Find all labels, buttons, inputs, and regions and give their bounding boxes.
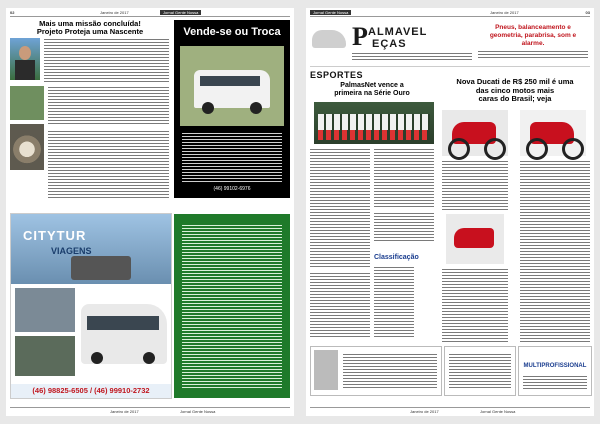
ad-bottom-left-photo (314, 350, 338, 390)
story-nascente-text-3 (48, 130, 169, 200)
green-notice-box (174, 214, 290, 398)
ad-multiprofissional (518, 346, 592, 396)
palmavel-tagline: Pneus, balanceamento e geometria, parabrisa, som e alarme. (489, 24, 577, 47)
palmasnet-title-2: primeira na Série Ouro (334, 90, 410, 97)
multi-text (523, 375, 587, 391)
palmavel-brand-top: ALMAVEL (368, 26, 428, 38)
ad-citytur (10, 213, 172, 399)
section-esportes: ESPORTES (310, 70, 364, 80)
palmasnet-text-4 (374, 212, 434, 242)
person-photo (10, 38, 40, 80)
citytur-brand: CITYTUR (23, 228, 87, 243)
classificacao-table (374, 266, 414, 338)
left-header-paper: Jornal Gente Nossa (160, 10, 201, 15)
ducati-title-1: Nova Ducati de R$ 250 mil é uma (456, 77, 574, 86)
story-nascente-text-1 (44, 38, 169, 82)
story-nascente-title-2: Projeto Proteja uma Nascente (36, 27, 144, 36)
palmasnet-text-3 (310, 272, 370, 338)
ad-van-headline: Vende-se ou Troca (183, 26, 281, 38)
van-photo (180, 46, 284, 126)
palmavel-contact (352, 52, 472, 62)
ad-bottom-left (310, 346, 442, 396)
ducati-text-2 (442, 268, 508, 342)
right-page (306, 8, 594, 416)
left-footer-date: Janeiro de 2017 (110, 409, 139, 414)
citytur-phones: (46) 98825-6505 / (46) 99910-2732 (11, 384, 171, 398)
green-notice-text (182, 224, 282, 388)
story-nascente-text-2 (48, 86, 169, 126)
left-footer-paper: Jornal Gente Nossa (180, 409, 216, 414)
classificacao-heading: Classificação (374, 254, 419, 261)
ducati-photo-2 (520, 110, 586, 156)
ducati-photo-1 (442, 110, 508, 156)
citytur-subbrand: VIAGENS (51, 246, 92, 256)
spring-photo (10, 124, 44, 170)
story-palmasnet (310, 82, 434, 98)
ad-van-text (182, 132, 282, 184)
right-footer-paper: Jornal Gente Nossa (480, 409, 516, 414)
right-header-date: Janeiro de 2017 (490, 10, 519, 15)
citytur-photo-2 (15, 336, 75, 376)
palmavel-address (478, 50, 588, 60)
left-header (10, 10, 290, 17)
multi-brand: MULTIPROFISSIONAL (523, 363, 587, 369)
ducati-title-2: das cinco motos mais (475, 85, 555, 95)
ad-van-phone: (46) 99102-6976 (213, 186, 251, 192)
story-ducati (440, 78, 590, 104)
ad-bottom-mid-text (449, 353, 511, 389)
ducati-photo-3 (446, 214, 504, 264)
right-page-number: 03 (585, 10, 590, 15)
stream-photo (10, 86, 44, 120)
ducati-text-3 (520, 160, 590, 342)
story-nascente (10, 20, 170, 36)
right-footer (310, 407, 590, 414)
right-header (310, 10, 590, 17)
ducati-text-1 (442, 160, 508, 210)
citytur-photo-1 (15, 288, 75, 332)
palmasnet-text-2 (374, 148, 434, 208)
left-header-date: Janeiro de 2017 (100, 10, 129, 15)
ad-bottom-mid (444, 346, 516, 396)
right-header-paper: Jornal Gente Nossa (310, 10, 351, 15)
ducati-title-3: caras do Brasil; veja (478, 94, 552, 103)
left-footer (10, 407, 290, 414)
right-footer-date: Janeiro de 2017 (410, 409, 439, 414)
ad-bottom-left-text (343, 353, 437, 389)
ad-palmavel: P ALMAVEL EÇAS Pneus, balanceamento e geometria, parabrisa, som e alarme. (310, 20, 590, 67)
palmasnet-title-1: PalmasNet vence a (340, 82, 404, 89)
citytur-bus (81, 304, 167, 364)
palmavel-car (312, 30, 346, 48)
palmavel-brand-bottom: EÇAS (372, 38, 407, 50)
left-page-number: 02 (10, 10, 15, 15)
palmasnet-text-1 (310, 148, 370, 268)
story-nascente-title-1: Mais uma missão concluída! (39, 19, 141, 28)
team-photo (314, 102, 434, 144)
left-page (6, 8, 294, 416)
citytur-banner (11, 214, 171, 284)
ad-van (174, 20, 290, 198)
